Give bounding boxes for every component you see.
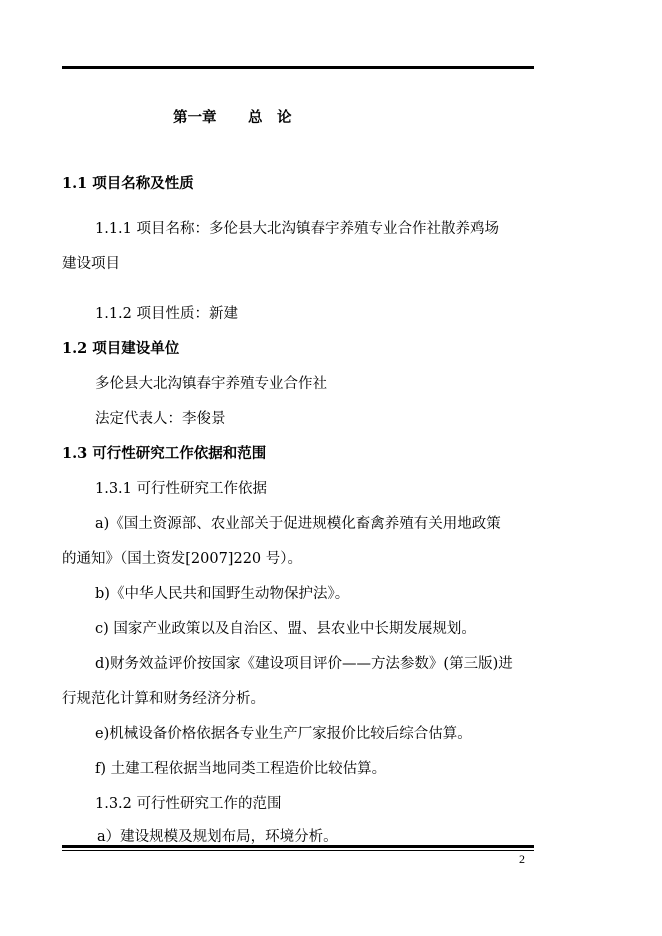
section-heading-1-3: 1.3 可行性研究工作依据和范围 [62,445,267,462]
unit-name: 多伦县大北沟镇春宇养殖专业合作社 [95,376,327,392]
item-b: b)《中华人民共和国野生动物保护法》。 [95,586,350,602]
section-heading-1-2: 1.2 项目建设单位 [62,340,180,357]
paragraph-1-1-2: 1.1.2 项目性质：新建 [95,306,239,322]
item-a-line1: a)《国土资源部、农业部关于促进规模化畜禽养殖有关用地政策 [95,516,501,532]
item-a2: a）建设规模及规划布局，环境分析。 [97,829,338,845]
legal-representative: 法定代表人：李俊景 [95,411,226,427]
chapter-number: 第一章 [173,109,217,126]
paragraph-1-1-1-line2: 建设项目 [62,256,120,272]
item-a-line2: 的通知》（国土资发[2007]220 号）。 [62,551,302,567]
section-heading-1-1: 1.1 项目名称及性质 [62,175,194,192]
item-c: c) 国家产业政策以及自治区、盟、县农业中长期发展规划。 [95,621,476,637]
footer-rule [62,845,534,848]
footer-rule-thin [62,850,534,851]
subsection-1-3-2: 1.3.2 可行性研究工作的范围 [95,796,282,812]
page-number: 2 [519,852,525,866]
item-e: e)机械设备价格依据各专业生产厂家报价比较后综合估算。 [95,726,472,742]
paragraph-1-1-1-line1: 1.1.1 项目名称：多伦县大北沟镇春宇养殖专业合作社散养鸡场 [95,221,500,237]
chapter-title: 总 论 [248,109,292,126]
subsection-1-3-1: 1.3.1 可行性研究工作依据 [95,481,268,497]
item-f: f) 土建工程依据当地同类工程造价比较估算。 [95,761,387,777]
item-d-line1: d)财务效益评价按国家《建设项目评价——方法参数》(第三版)进 [95,656,513,672]
item-d-line2: 行规范化计算和财务经济分析。 [62,691,265,707]
header-rule [62,66,534,69]
